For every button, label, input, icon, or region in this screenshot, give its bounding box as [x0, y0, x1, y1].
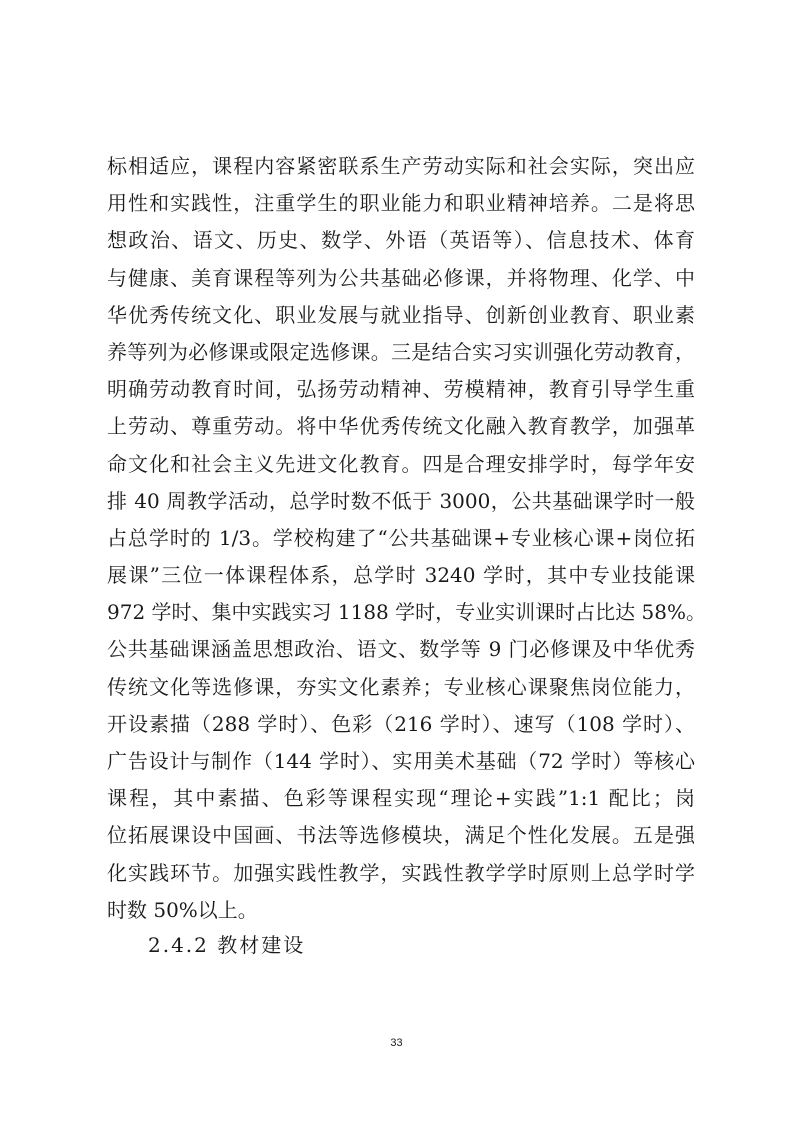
- paragraph-line: 与健康、美育课程等列为公共基础必修课，并将物理、化学、中: [107, 265, 695, 290]
- paragraph-line: 标相适应，课程内容紧密联系生产劳动实际和社会实际，突出应: [107, 154, 695, 178]
- paragraph-line: 占总学时的 1/3。学校构建了“公共基础课+专业核心课+岗位拓: [107, 525, 695, 550]
- section-heading: 2.4.2 教材建设: [148, 933, 306, 957]
- paragraph-line: 养等列为必修课或限定选修课。三是结合实习实训强化劳动教育，: [107, 339, 695, 364]
- paragraph-line: 广告设计与制作（144 学时）、实用美术基础（72 学时）等核心: [107, 749, 695, 773]
- paragraph-line: 972 学时、集中实践实习 1188 学时，专业实训课时占比达 58%。: [107, 600, 706, 625]
- paragraph-line: 课程，其中素描、色彩等课程实现“理论+实践”1:1 配比；岗: [107, 786, 695, 811]
- paragraph-line: 命文化和社会主义先进文化教育。四是合理安排学时，每学年安: [107, 451, 695, 476]
- paragraph-line: 开设素描（288 学时）、色彩（216 学时）、速写（108 学时）、: [107, 711, 695, 736]
- paragraph-line: 华优秀传统文化、职业发展与就业指导、创新创业教育、职业素: [107, 302, 695, 327]
- body-paragraph: [107, 148, 706, 929]
- paragraph-line: 位拓展课设中国画、书法等选修模块，满足个性化发展。五是强: [107, 823, 695, 848]
- paragraph-line: 想政治、语文、历史、数学、外语（英语等）、信息技术、体育: [107, 228, 695, 253]
- paragraph-line: 用性和实践性，注重学生的职业能力和职业精神培养。二是将思: [107, 191, 695, 216]
- paragraph-line: 明确劳动教育时间，弘扬劳动精神、劳模精神，教育引导学生重: [107, 377, 695, 402]
- paragraph-line: 展课”三位一体课程体系，总学时 3240 学时，其中专业技能课: [107, 563, 695, 588]
- paragraph-line: 传统文化等选修课，夯实文化素养；专业核心课聚焦岗位能力，: [107, 674, 695, 699]
- paragraph-line: 时数 50%以上。: [107, 897, 258, 922]
- paragraph-line: 公共基础课涵盖思想政治、语文、数学等 9 门必修课及中华优秀: [107, 637, 695, 662]
- paragraph-line: 排 40 周教学活动，总学时数不低于 3000，公共基础课学时一般: [107, 488, 695, 513]
- page-number: 33: [390, 1037, 403, 1049]
- paragraph-line: 化实践环节。加强实践性教学，实践性教学学时原则上总学时学: [107, 860, 695, 885]
- paragraph-line: 上劳动、尊重劳动。将中华优秀传统文化融入教育教学，加强革: [107, 414, 695, 439]
